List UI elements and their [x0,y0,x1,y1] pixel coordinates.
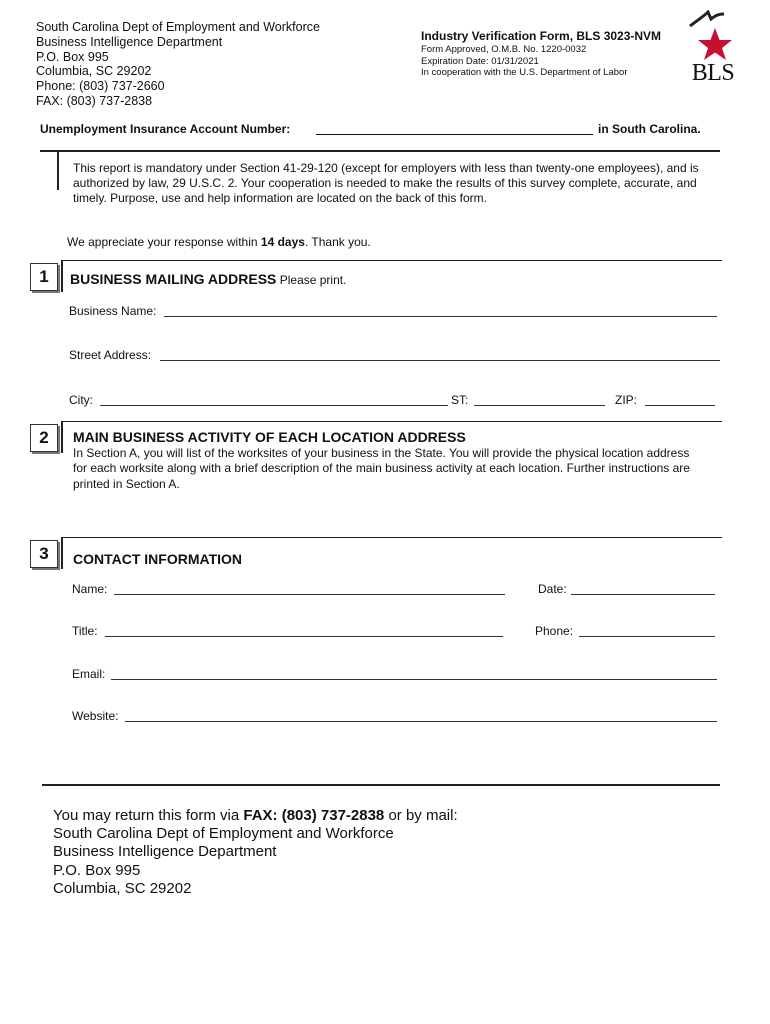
return-department: Business Intelligence Department [53,843,277,861]
section-2-instructions: In Section A, you will list of the worksites of your business in the State. You will provide the physical location address for each worksite along with a brief description of the main business activity at each location. Further instructions are printed in Section A. [73,446,690,491]
business-name-row [69,304,719,320]
agency-name: South Carolina Dept of Employment and Workforce [36,20,320,34]
section-2-margin-line [61,421,63,453]
state-label: ST: [451,393,469,407]
bls-logo [684,10,742,86]
agency-fax: FAX: (803) 737-2838 [36,93,153,108]
contact-date-field[interactable] [571,594,715,595]
city-field[interactable] [100,405,448,406]
street-address-field[interactable] [160,360,720,361]
response-request: We appreciate your response within 14 days. Thank you. [67,235,371,249]
return-instructions [53,807,458,898]
contact-email-label: Email: [72,667,106,681]
contact-website-field[interactable] [125,721,717,722]
street-address-row [69,348,721,364]
street-address-label: Street Address: [69,348,152,362]
section-2-divider [62,421,722,422]
form-expiration-date: Expiration Date: 01/31/2021 [421,55,539,67]
form-title: Industry Verification Form, BLS 3023-NVM [421,29,662,43]
contact-website-row [72,709,718,725]
bls-logo-text: BLS [691,60,735,86]
agency-address [36,20,320,109]
return-agency-name: South Carolina Dept of Employment and Workforce [53,825,394,843]
section-3-title: CONTACT INFORMATION [73,551,243,567]
section-1-margin-line [61,260,63,292]
section-3-divider [62,537,722,538]
business-name-field[interactable] [164,316,717,317]
mandatory-notice: This report is mandatory under Section 41-29-120 (except for employers with less than twenty-one employees), and is authorized by law, 29 U.S.C. 2. Your cooperation is needed to make the results of this survey complete, accurate, and timely. Purpose, use and help information are located on the back of this form. [73,161,699,206]
contact-name-field[interactable] [114,594,505,595]
form-meta [421,44,627,79]
zip-label: ZIP: [615,393,638,407]
intro-margin-line [57,152,59,190]
contact-name-label: Name: [72,582,108,596]
section-2-title: MAIN BUSINESS ACTIVITY OF EACH LOCATION ADDRESS [73,429,466,445]
account-number-label: Unemployment Insurance Account Number: [40,122,291,136]
account-number-row [40,122,720,140]
section-1-number: 1 [30,263,58,291]
business-name-label: Business Name: [69,304,157,318]
account-number-field[interactable] [316,134,593,135]
bls-star-icon [684,10,742,62]
agency-city: Columbia, SC 29202 [36,64,152,79]
response-days: 14 days [260,235,305,249]
section-3-margin-line [61,537,63,569]
contact-title-field[interactable] [105,636,503,637]
contact-title-phone-row [72,624,717,640]
city-label: City: [69,393,93,407]
contact-phone-field[interactable] [579,636,715,637]
agency-phone: Phone: (803) 737-2660 [36,79,165,94]
footer-divider [42,784,720,786]
return-method: You may return this form via FAX: (803) 737-2838 or by mail: [53,807,458,824]
contact-email-row [72,667,718,683]
section-1-divider [62,260,722,261]
header-divider [40,150,720,152]
section-1-title: BUSINESS MAILING ADDRESS Please print. [70,271,347,287]
contact-title-label: Title: [72,624,98,638]
contact-name-date-row [72,582,717,598]
form-omb-number: Form Approved, O.M.B. No. 1220-0032 [421,44,587,55]
return-city: Columbia, SC 29202 [53,879,192,897]
section-1-note: Please print. [276,273,347,287]
contact-date-label: Date: [538,582,567,596]
return-po-box: P.O. Box 995 [53,861,141,879]
form-cooperation-note: In cooperation with the U.S. Department of Labor [421,67,628,79]
agency-department: Business Intelligence Department [36,34,223,49]
section-2-number: 2 [30,424,58,452]
section-3-number: 3 [30,540,58,568]
contact-email-field[interactable] [111,679,717,680]
contact-website-label: Website: [72,709,119,723]
city-state-zip-row [69,393,719,409]
agency-po-box: P.O. Box 995 [36,49,109,64]
contact-phone-label: Phone: [535,624,574,638]
zip-field[interactable] [645,405,715,406]
return-fax-number: FAX: (803) 737-2838 [243,807,385,824]
state-field[interactable] [474,405,605,406]
account-state-suffix: in South Carolina. [598,122,701,136]
